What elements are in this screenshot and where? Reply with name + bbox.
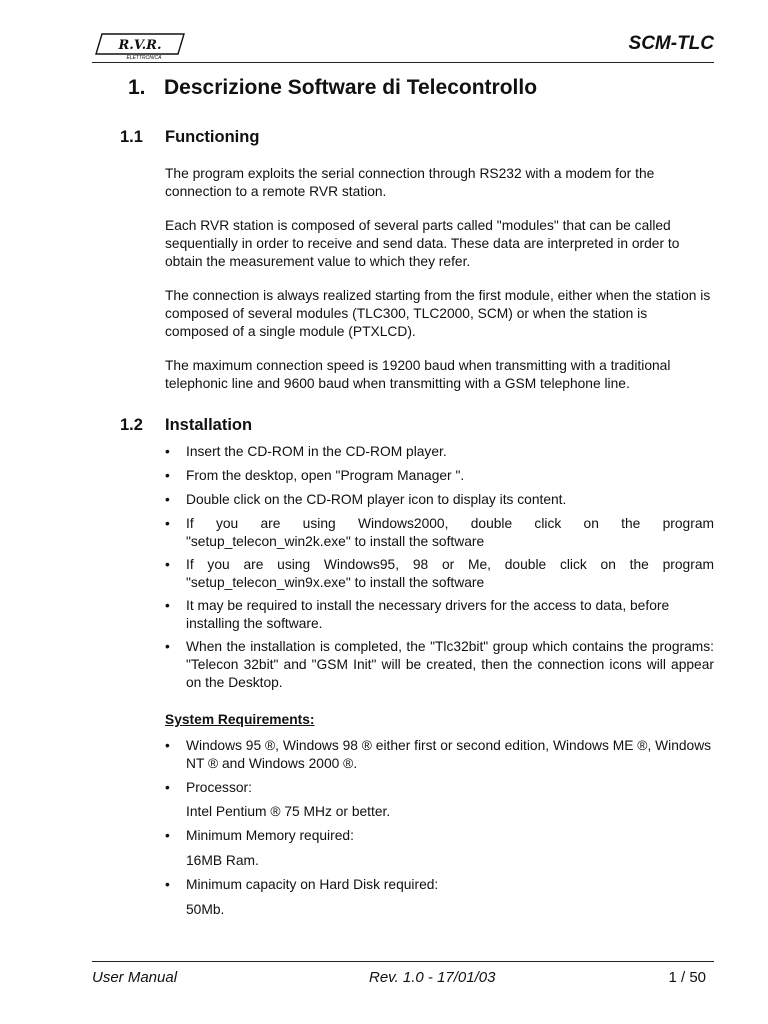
step-text: It may be required to install the necessary drivers for the access to data, before installing the software. [186,598,670,631]
bullet-icon: • [165,598,170,613]
list-item [165,779,714,797]
section-heading-functioning [120,128,259,147]
step-text: If you are using Windows95, 98 or Me, double click on the program "setup_telecon_win9x.exe" to install the software [186,557,714,590]
paragraph: Each RVR station is composed of several parts called "modules" that can be called sequentially in order to receive and send data. These data are interpreted in order to obtain the measurement value to which they refer. [165,218,680,269]
list-item [165,556,714,592]
bullet-icon: • [165,444,170,459]
title-text: Descrizione Software di Telecontrollo [164,76,538,99]
requirements-list [165,827,714,845]
requirements-list [165,876,714,894]
list-item [165,491,714,509]
title-number: 1. [128,76,146,99]
list-item [165,876,714,894]
step-text: Double click on the CD-ROM player icon to display its content. [186,492,567,507]
doc-code: SCM-TLC [628,33,714,54]
section-heading-installation [120,416,252,435]
list-item [165,737,714,773]
page-title [128,76,537,100]
paragraph: The connection is always realized starting from the first module, either when the station is composed of several modules (TLC300, TLC2000, SCM) or when the station is composed of a single module (PTXLCD). [165,288,711,339]
bullet-icon: • [165,828,170,843]
bullet-icon: • [165,780,170,795]
footer-revision: Rev. 1.0 - 17/01/03 [369,969,496,986]
requirement-detail [165,852,714,870]
requirements-list [165,737,714,803]
rvr-logo [92,30,188,60]
bullet-icon: • [165,516,170,531]
list-item [165,638,714,692]
bullet-icon: • [165,639,170,654]
list-item [165,597,714,633]
bullet-icon: • [165,877,170,892]
requirement-detail [165,803,714,821]
page-number: 1 / 50 [668,969,706,986]
step-text: Insert the CD-ROM in the CD-ROM player. [186,444,447,459]
requirement-detail [165,901,714,919]
requirement-text: Processor: [186,780,252,795]
paragraph: The program exploits the serial connection through RS232 with a modem for the connection to a remote RVR station. [165,166,655,199]
step-text: If you are using Windows2000, double click on the program "setup_telecon_win2k.exe" to install the software [186,516,714,549]
footer-rule [92,961,714,962]
installation-steps [165,443,714,692]
requirement-text: Windows 95 ®, Windows 98 ® either first or second edition, Windows ME ®, Windows NT ® and Windows 2000 ®. [186,738,712,771]
paragraph: The maximum connection speed is 19200 baud when transmitting with a traditional telephonic line and 9600 baud when transmitting with a GSM telephone line. [165,358,671,391]
section-title: Functioning [165,128,260,146]
list-item [165,827,714,845]
list-item [165,443,714,461]
bullet-icon: • [165,492,170,507]
section-number: 1.2 [120,416,143,434]
section-title: Installation [165,416,253,434]
logo-text: R.V.R. [118,38,162,53]
bullet-icon: • [165,468,170,483]
bullet-icon: • [165,738,170,753]
detail-text: Intel Pentium ® 75 MHz or better. [186,804,391,819]
step-text: When the installation is completed, the "Tlc32bit" group which contains the programs: "Telecon 32bit" and "GSM Init" will be created, then the connection icons will appear on the Desktop. [186,639,714,690]
logo-sub: ELETTRONICA [126,55,162,60]
system-requirements-title: System Requirements: [165,712,315,727]
requirement-text: Minimum capacity on Hard Disk required: [186,877,439,892]
detail-text: 50Mb. [186,902,225,917]
header-rule [92,62,714,63]
list-item [165,515,714,551]
bullet-icon: • [165,557,170,572]
requirement-text: Minimum Memory required: [186,828,354,843]
step-text: From the desktop, open "Program Manager ". [186,468,465,483]
detail-text: 16MB Ram. [186,853,259,868]
list-item [165,467,714,485]
section-number: 1.1 [120,128,143,146]
footer-manual-label: User Manual [92,969,178,986]
